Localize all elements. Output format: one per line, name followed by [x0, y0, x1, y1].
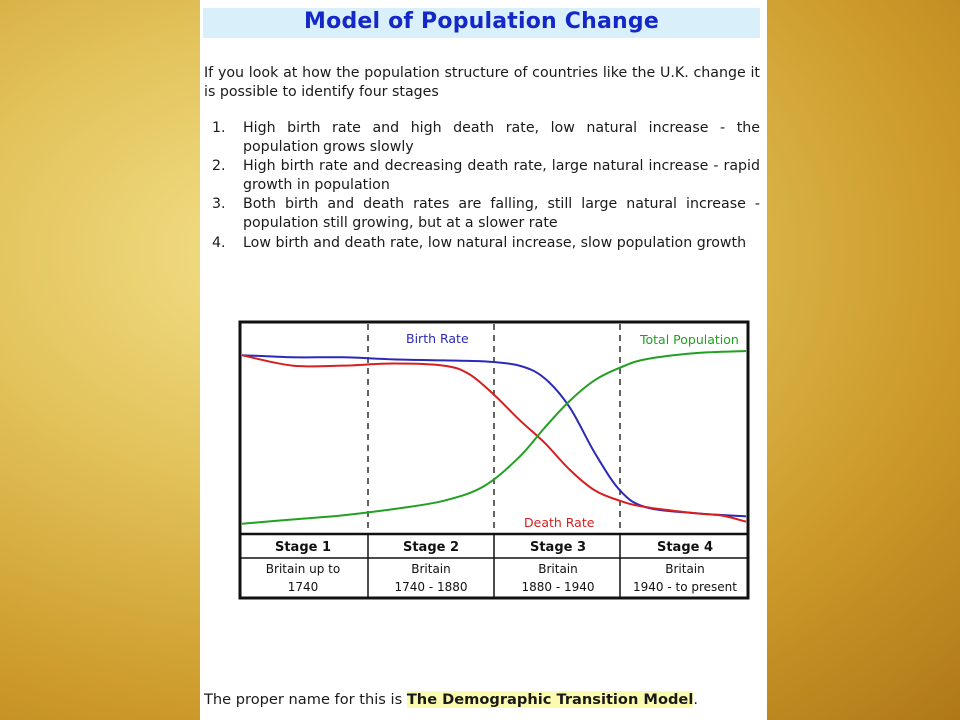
list-item-number: 2.: [212, 158, 226, 174]
stage-1-desc-2: 1740: [287, 580, 319, 594]
list-item-number: 4.: [212, 235, 226, 251]
birth-rate-label: Birth Rate: [406, 331, 469, 346]
list-item-number: 3.: [212, 196, 226, 212]
list-item-text: Both birth and death rates are falling, still large natural increase - population still growing, but at a slower rate: [243, 196, 760, 231]
intro-paragraph: If you look at how the population structure of countries like the U.K. change it is possible to identify four stages: [204, 65, 760, 100]
stage-1-desc-1: Britain up to: [265, 562, 341, 576]
stage-2-header: Stage 2: [402, 540, 460, 555]
list-item-text: High birth rate and high death rate, low natural increase - the population grows slowly: [243, 120, 760, 155]
title-band: [203, 8, 760, 38]
footer-highlight: The Demographic Transition Model: [406, 691, 694, 708]
death-rate-label: Death Rate: [524, 515, 595, 530]
page-title: Model of Population Change: [304, 9, 659, 34]
stage-2-desc-1: Britain: [411, 562, 451, 576]
stage-3-desc-1: Britain: [538, 562, 578, 576]
total-population-label: Total Population: [640, 332, 739, 347]
stage-4-header: Stage 4: [656, 540, 714, 555]
stage-1-header: Stage 1: [274, 540, 332, 555]
stage-3-desc-2: 1880 - 1940: [521, 580, 595, 594]
footer-note: [204, 691, 764, 708]
list-item-text: High birth rate and decreasing death rate, large natural increase - rapid growth in population: [243, 158, 760, 193]
stage-3-header: Stage 3: [529, 540, 587, 555]
list-item-number: 1.: [212, 120, 226, 136]
list-item-text: Low birth and death rate, low natural increase, slow population growth: [243, 235, 747, 251]
demographic-transition-chart: [238, 320, 752, 602]
footer-suffix: .: [693, 691, 698, 708]
stage-4-desc-2: 1940 - to present: [633, 580, 737, 594]
document-page: [200, 0, 767, 720]
stage-4-desc-1: Britain: [665, 562, 705, 576]
footer-prefix: The proper name for this is: [204, 691, 407, 708]
stage-2-desc-2: 1740 - 1880: [394, 580, 468, 594]
